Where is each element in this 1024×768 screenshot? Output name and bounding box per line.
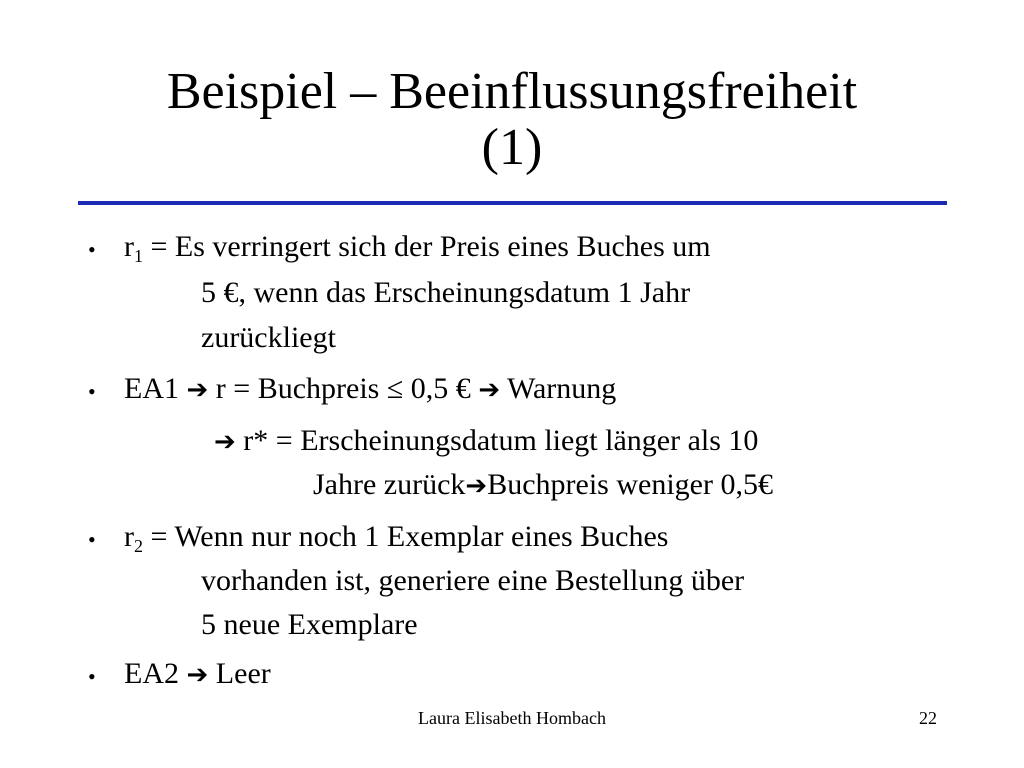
r1-text: = Es verringert sich der Preis eines Buches um <box>143 230 711 263</box>
right-arrow-icon: ➔ <box>214 427 236 457</box>
ea1-sub-text: r* = Erscheinungsdatum liegt länger als 10 <box>235 424 759 457</box>
r2-variable: r <box>124 520 134 553</box>
footer-author: Laura Elisabeth Hombach <box>418 708 606 728</box>
item-ea1-line <box>124 371 616 408</box>
ea1-action: Warnung <box>500 372 617 405</box>
ea1-sub-text-a: Jahre zurück <box>313 468 466 501</box>
item-r1-line-2: 5 €, wenn das Erscheinungsdatum 1 Jahr <box>201 276 691 309</box>
bullet-point: • <box>88 527 96 552</box>
right-arrow-icon: ➔ <box>186 375 209 405</box>
right-arrow-icon: ➔ <box>186 660 209 690</box>
slide-title <box>70 64 954 176</box>
item-r2-line-3: 5 neue Exemplare <box>201 608 418 641</box>
r1-variable: r <box>124 230 134 263</box>
r2-subscript: 2 <box>134 536 143 556</box>
page-number: 22 <box>919 708 937 728</box>
ea1-sub-line-1 <box>214 423 758 460</box>
ea1-sub-text-b: Buchpreis weniger 0,5€ <box>487 468 773 501</box>
right-arrow-icon: ➔ <box>465 471 488 501</box>
ea1-label: EA1 <box>124 372 187 405</box>
ea1-sub-line-2 <box>313 467 773 504</box>
item-r1-line-1 <box>124 229 711 265</box>
right-arrow-icon: ➔ <box>478 375 501 405</box>
r1-subscript: 1 <box>134 246 143 266</box>
bullet-point: • <box>88 237 96 262</box>
ea1-condition: r = Buchpreis ≤ 0,5 € <box>208 372 479 405</box>
title-line-1: Beispiel – Beeinflussungsfreiheit <box>166 63 858 120</box>
ea2-label: EA2 <box>124 657 187 690</box>
title-divider <box>78 201 947 205</box>
bullet-point: • <box>88 664 96 689</box>
item-r2-line-1 <box>124 519 668 555</box>
item-r2-line-2: vorhanden ist, generiere eine Bestellung über <box>201 564 745 597</box>
item-ea2-line <box>124 656 271 693</box>
bullet-point: • <box>88 379 96 404</box>
ea2-action: Leer <box>208 657 271 690</box>
item-r1-line-3: zurückliegt <box>201 321 336 354</box>
r2-text: = Wenn nur noch 1 Exemplar eines Buches <box>143 520 669 553</box>
title-line-2: (1) <box>481 119 543 176</box>
